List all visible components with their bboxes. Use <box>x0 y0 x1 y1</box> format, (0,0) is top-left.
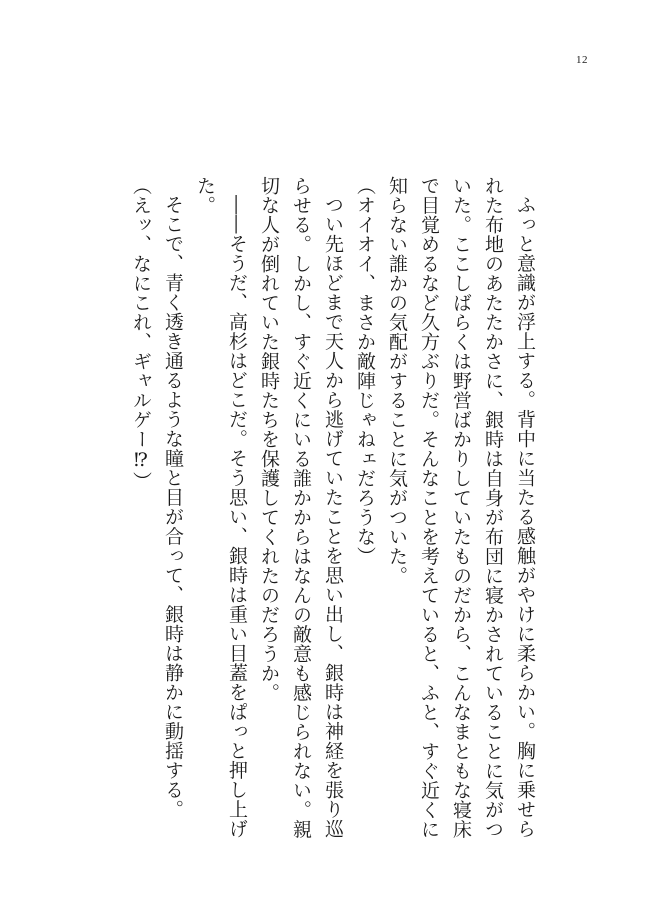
paragraph: そこで、青く透き通るような瞳と目が合って、銀時は静かに動揺する。 <box>162 195 184 819</box>
page-number: 12 <box>576 54 588 66</box>
paragraph: ふっと意識が浮上する。背中に当たる感触がやけに柔らかい。胸に乗せられた布地のあたたかさに、銀時は自身が布団に寝かされていることに気がついた。ここしばらくは野営ばかりしていたものだから、こんなまともな寝床で目覚めるなど久方ぶりだ。そんなことを考えていると、ふと、すぐ近くに知らない誰かの気配がすることに気がついた。 <box>386 176 536 839</box>
paragraph: つい先ほどまで天人から逃げていたことを思い出し、銀時は神経を張り巡らせる。しかし、すぐ近くにいる誰かからはなんの敵意も感じられない。親切な人が倒れていた銀時たちを保護してくれたのだろうか。 <box>258 176 344 839</box>
paragraph: （えッ、なにこれ、ギャルゲー⁉） <box>130 176 152 491</box>
paragraph: （オイオイ、まさか敵陣じゃねェだろうな） <box>354 176 376 566</box>
paragraph: ――そうだ、高杉はどこだ。そう思い、銀時は重い目蓋をぱっと押し上げた。 <box>194 176 248 839</box>
vertical-body-text <box>125 176 541 856</box>
